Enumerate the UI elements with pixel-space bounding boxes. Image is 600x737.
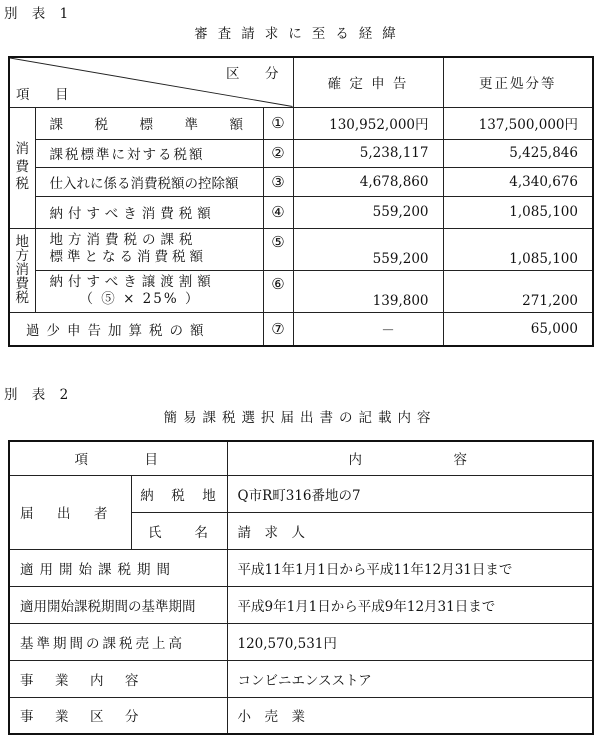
row-item: 事 業 内 容: [9, 660, 227, 697]
value-kosei: 137,500,000円: [443, 107, 593, 139]
row-item: 仕入れに係る消費税額の控除額: [35, 167, 263, 196]
value-kakutei: 559,200: [293, 228, 443, 270]
table-row: [9, 475, 593, 512]
table-row: [9, 196, 593, 228]
table-row: [9, 586, 593, 623]
table-row: [9, 228, 593, 270]
row-value: 請 求 人: [227, 512, 593, 549]
row-number: ⑤: [263, 228, 293, 270]
row-number: ⑦: [263, 312, 293, 346]
table-row: [9, 660, 593, 697]
row-value: 平成11年1月1日から平成11年12月31日まで: [227, 549, 593, 586]
table-row: [9, 139, 593, 167]
corner-bottom-label: 項 目: [16, 86, 75, 103]
row-item: 基準期間の課税売上高: [9, 623, 227, 660]
row-number: ⑥: [263, 270, 293, 312]
table-row: [9, 623, 593, 660]
table2-label: 別 表 2: [4, 387, 74, 403]
value-kosei: 4,340,676: [443, 167, 593, 196]
column-header-content: 内 容: [227, 441, 593, 475]
value-kakutei: 139,800: [293, 270, 443, 312]
table-row: [9, 312, 593, 346]
value-kosei: 1,085,100: [443, 228, 593, 270]
group-label-chiho-shohizei: 地 方 消 費 税: [9, 228, 35, 312]
row-value: 平成9年1月1日から平成9年12月31日まで: [227, 586, 593, 623]
table-row: [9, 167, 593, 196]
table1-title: 審査請求に至る経緯: [194, 26, 406, 42]
table-row: [9, 107, 593, 139]
value-kakutei: 559,200: [293, 196, 443, 228]
table1-label: 別 表 1: [4, 6, 74, 22]
row-value: コンビニエンスストア: [227, 660, 593, 697]
corner-header-cell: [9, 57, 293, 107]
simplified-tax-notification-table: [8, 440, 594, 735]
value-kosei: 1,085,100: [443, 196, 593, 228]
row-subitem: 氏 名: [131, 512, 227, 549]
row-value: Q市R町316番地の7: [227, 475, 593, 512]
row-item: 過少申告加算税の額: [9, 312, 263, 346]
row-item: 地方消費税の課税 標準となる消費税額: [35, 228, 263, 270]
table-row: [9, 549, 593, 586]
row-item: 課税標準に対する税額: [35, 139, 263, 167]
table1-header-row: [9, 57, 593, 107]
value-kosei: 65,000: [443, 312, 593, 346]
row-number: ④: [263, 196, 293, 228]
row-item: 納付すべき譲渡割額 （ ⑤ × 25% ）: [35, 270, 263, 312]
table2-header-row: [9, 441, 593, 475]
row-subitem: 納 税 地: [131, 475, 227, 512]
value-kosei: 5,425,846: [443, 139, 593, 167]
column-header-item: 項 目: [9, 441, 227, 475]
table2-title: 簡易課税選択届出書の記載内容: [163, 410, 437, 426]
table-row: [9, 697, 593, 734]
row-item: 適用開始課税期間の基準期間: [9, 586, 227, 623]
value-kosei: 271,200: [443, 270, 593, 312]
row-value: 小 売 業: [227, 697, 593, 734]
value-kakutei: 5,238,117: [293, 139, 443, 167]
row-number: ①: [263, 107, 293, 139]
review-history-table: [8, 56, 594, 347]
value-kakutei: －: [293, 312, 443, 346]
row-item: 課 税 標 準 額: [35, 107, 263, 139]
value-kakutei: 4,678,860: [293, 167, 443, 196]
row-item-todokede: 届 出 者: [9, 475, 131, 549]
value-kakutei: 130,952,000円: [293, 107, 443, 139]
column-header-kosei: 更正処分等: [443, 57, 593, 107]
group-label-shohizei: 消 費 税: [9, 107, 35, 228]
table-row: [9, 270, 593, 312]
row-number: ②: [263, 139, 293, 167]
row-item: 納付すべき消費税額: [35, 196, 263, 228]
row-item: 事 業 区 分: [9, 697, 227, 734]
corner-top-label: 区 分: [226, 66, 285, 82]
row-number: ③: [263, 167, 293, 196]
column-header-kakutei: 確 定 申 告: [293, 57, 443, 107]
row-item: 適用開始課税期間: [9, 549, 227, 586]
row-value: 120,570,531円: [227, 623, 593, 660]
